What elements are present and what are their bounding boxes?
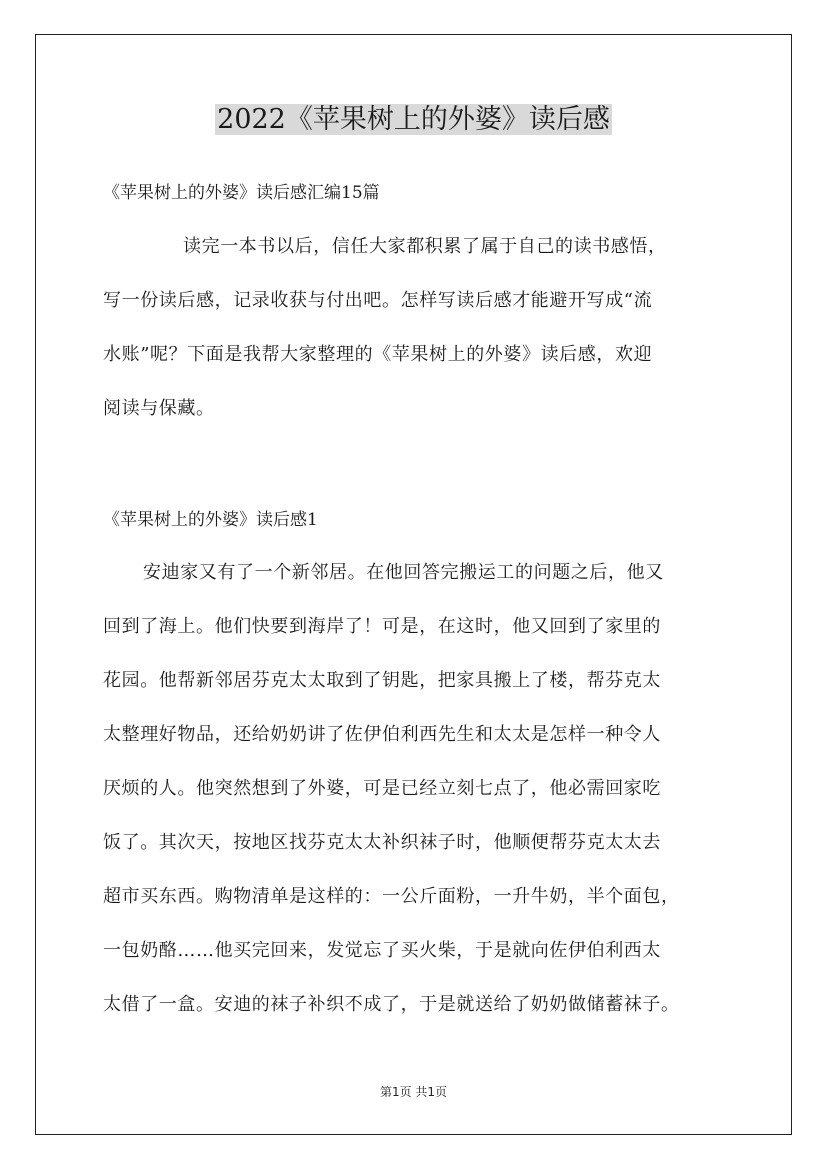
- intro-line: 读完一本书以后，信任大家都积累了属于自己的读书感悟，: [183, 236, 667, 257]
- body-line: 太借了一盒。安迪的袜子补织不成了，于是就送给了奶奶做储蓄袜子。: [103, 994, 680, 1015]
- body-line: 超市买东西。购物清单是这样的：一公斤面粉，一升牛奶，半个面包，: [103, 886, 680, 907]
- body-line: 厌烦的人。他突然想到了外婆，可是已经立刻七点了，他必需回家吃: [103, 778, 661, 799]
- document-title: [0, 100, 827, 140]
- body-line: 回到了海上。他们快要到海岸了！可是，在这时，他又回到了家里的: [103, 616, 661, 637]
- intro-line: 写一份读后感，记录收获与付出吧。怎样写读后感才能避开写成“流: [103, 290, 653, 311]
- document-title-text: 2022《苹果树上的外婆》读后感: [217, 104, 610, 135]
- intro-line: 阅读与保藏。: [103, 398, 215, 419]
- section-heading: 《苹果树上的外婆》读后感1: [103, 510, 318, 530]
- body-line: 一包奶酪……他买完回来，发觉忘了买火柴，于是就向佐伊伯利西太: [103, 940, 661, 961]
- body-line: 安迪家又有了一个新邻居。在他回答完搬运工的问题之后，他又: [143, 562, 664, 583]
- page-number-footer: 第1页 共1页: [379, 1085, 448, 1099]
- body-line: 饭了。其次天，按地区找芬克太太补织袜子时，他顺便帮芬克太太去: [103, 832, 661, 853]
- intro-line: 水账”呢？下面是我帮大家整理的《苹果树上的外婆》读后感，欢迎: [103, 344, 653, 365]
- document-subtitle: 《苹果树上的外婆》读后感汇编15篇: [103, 183, 380, 203]
- body-line: 花园。他帮新邻居芬克太太取到了钥匙，把家具搬上了楼，帮芬克太: [103, 670, 661, 691]
- body-line: 太整理好物品，还给奶奶讲了佐伊伯利西先生和太太是怎样一种令人: [103, 724, 661, 745]
